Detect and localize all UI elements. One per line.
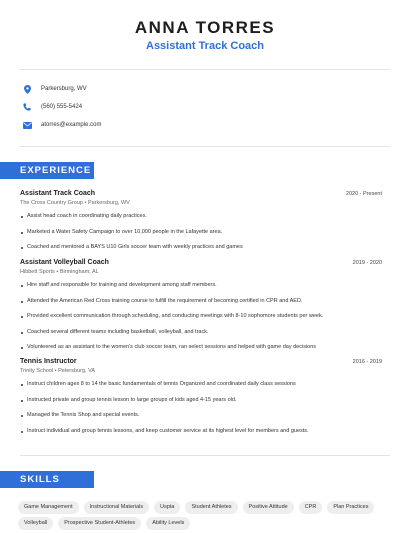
job-dates: 2016 - 2019 [352, 359, 382, 365]
job-location: Parkersburg, WV [87, 200, 130, 206]
job-org: The Cross Country Group [20, 200, 83, 206]
bullet-item: Coached and mentored a BAYS U10 Girls soccer team with weekly practices and games [20, 240, 382, 256]
job-title: Assistant Volleyball Coach [20, 259, 109, 266]
job-dates: 2019 - 2020 [352, 260, 382, 266]
contact-email [22, 120, 101, 130]
bullet-item: Volunteered as an assistant to the women's club soccer team, ran select sessions and helped with game day decisions [20, 340, 382, 356]
bullet-item: Marketed a Water Safety Campaign to over 10,000 people in the Lafayette area. [20, 225, 382, 241]
location-text: Parkersburg, WV [41, 86, 87, 92]
job-title-header: Assistant Track Coach [146, 40, 264, 52]
job-org-location: The Cross Country Group • Parkersburg, WV [20, 200, 130, 206]
job-entry [20, 190, 382, 256]
job-location: Petersburg, VA [58, 368, 95, 374]
job-org: Trinity School [20, 368, 54, 374]
job-entry [20, 259, 382, 356]
job-bullets [20, 209, 382, 256]
job-title: Assistant Track Coach [20, 190, 96, 197]
job-bullets [20, 278, 382, 356]
phone-text: (560) 555-5424 [41, 104, 83, 110]
candidate-name: ANNA TORRES [134, 18, 276, 37]
skills-heading: SKILLS [0, 471, 94, 488]
experience-heading: EXPERIENCE [0, 162, 94, 179]
job-org-location: Trinity School • Petersburg, VA [20, 368, 95, 374]
divider [20, 146, 390, 147]
job-org-location: Hibbett Sports • Birmingham, AL [20, 269, 99, 275]
bullet-item: Provided excellent communication through scheduling, and conducting meetings with 8-10 sophomore students per week. [20, 309, 382, 325]
bullet-item: Instruct individual and group tennis lessons, and keep customer service at its highest level for members and guests. [20, 424, 382, 440]
bullet-item: Instruct children ages 8 to 14 the basic fundamentals of tennis Organized and coordinated daily class sessions [20, 377, 382, 393]
skill-chip: Student Athletes [185, 501, 237, 514]
divider [20, 455, 390, 456]
bullet-item: Instructed private and group tennis lesson to large groups of kids aged 4-15 years old. [20, 393, 382, 409]
skill-chip: Volleyball [18, 517, 53, 530]
bullet-item: Assist head coach in coordinating daily practices. [20, 209, 382, 225]
skill-chip: Plan Practices [327, 501, 374, 514]
skill-chip: Game Management [18, 501, 79, 514]
skill-chip: Instructional Materials [84, 501, 150, 514]
job-dates: 2020 - Present [345, 191, 382, 197]
skill-chip: Ability Levels [146, 517, 190, 530]
phone-icon [22, 102, 32, 112]
skill-chip: Prospective Student-Athletes [58, 517, 141, 530]
contact-phone [22, 102, 82, 112]
job-org: Hibbett Sports [20, 269, 55, 275]
bullet-item: Managed the Tennis Shop and special events. [20, 408, 382, 424]
bullet-item: Coached several different teams including basketball, volleyball, and track. [20, 325, 382, 341]
job-entry [20, 358, 382, 439]
job-location: Birmingham, AL [59, 269, 99, 275]
email-text: atorres@example.com [41, 122, 102, 128]
skill-chip: Positive Attitude [243, 501, 294, 514]
divider [20, 69, 390, 70]
bullet-item: Attended the American Red Cross training course to fulfill the requirement of becoming certified in CPR and AED. [20, 294, 382, 310]
email-icon [22, 120, 32, 130]
job-title: Tennis Instructor [20, 358, 77, 365]
bullet-item: Hire staff and responsible for training and development among staff members. [20, 278, 382, 294]
skill-chip: CPR [299, 501, 323, 514]
job-bullets [20, 377, 382, 439]
skills-list [18, 501, 392, 533]
location-pin-icon [22, 84, 32, 94]
contact-location [22, 84, 87, 94]
skill-chip: Uspta [154, 501, 180, 514]
